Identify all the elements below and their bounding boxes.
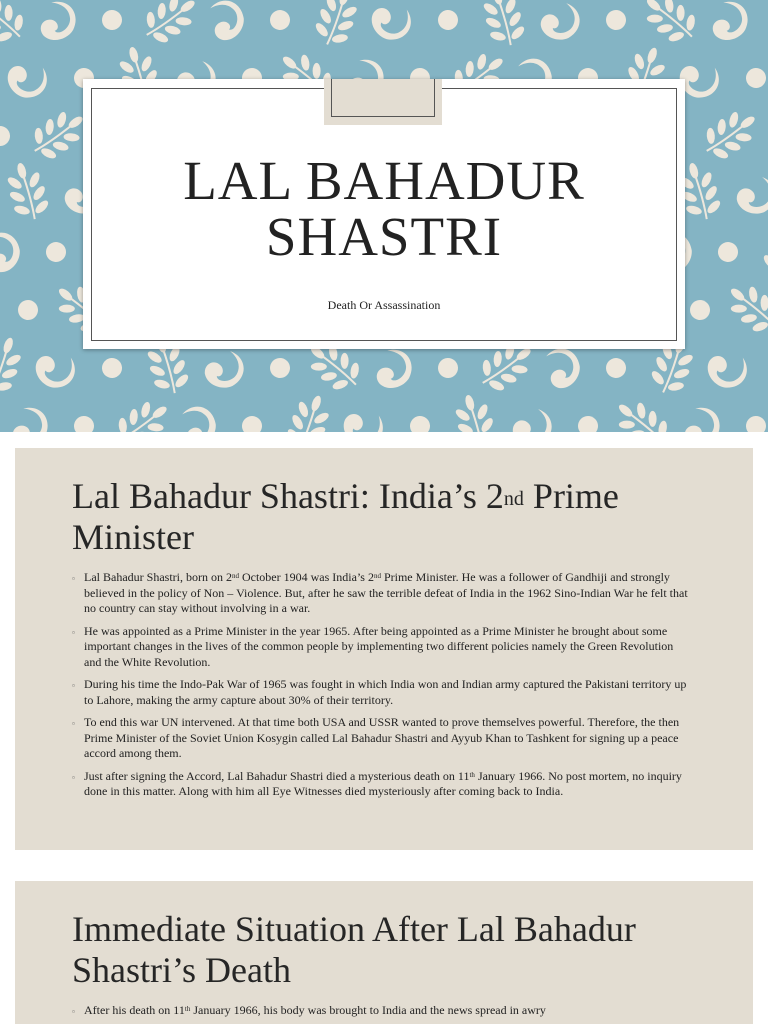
bullet-icon: ▫ <box>72 719 75 728</box>
bullet-icon: ▫ <box>72 772 75 782</box>
slide-heading: Lal Bahadur Shastri: India’s 2nd Prime Minister <box>72 476 619 557</box>
bullet-icon: ▫ <box>72 627 75 637</box>
list-item: ▫ After his death on 11th January 1966, his body was brought to India and the news spread in awry <box>72 1003 692 1019</box>
list-item: ▫ To end this war UN intervened. At that time both USA and USSR wanted to prove themselves powerful. Therefore, the then Prime Minister of the Soviet Union Kosygin called Lal Bahadur Shastri and Ayyub Khan to Tashkent for signing up a peace accord among them. <box>72 715 680 760</box>
bullet-list <box>72 1003 692 1024</box>
title-slide <box>0 0 768 432</box>
list-item: ▫ He was appointed as a Prime Minister in the year 1965. After being appointed as a Prime Minister he brought about some important changes in the lives of the common people by implementing two different policies namely the Green Revolution and the White Revolution. <box>72 623 674 669</box>
presentation-subtitle: Death Or Assassination <box>327 298 441 312</box>
title-line-1: LAL BAHADUR <box>183 150 585 211</box>
bullet-icon: ▫ <box>72 574 75 583</box>
title-card <box>83 79 685 349</box>
presentation-title <box>83 150 685 267</box>
bullet-icon: ▫ <box>72 1007 75 1016</box>
title-card-tab <box>324 79 442 125</box>
list-item: ▫ Just after signing the Accord, Lal Bahadur Shastri died a mysterious death on 11th January 1966. No post mortem, no inquiry done in this matter. Along with him all Eye Witnesses died mysteriously after coming back to India. <box>72 768 682 798</box>
bullet-list <box>72 570 692 807</box>
list-item: ▫ Lal Bahadur Shastri, born on 2nd October 1904 was India’s 2nd Prime Minister. He was a follower of Gandhiji and strongly believed in the policy of Non – Violence. But, after he saw the terrible defeat of India in the 1962 Sino-Indian War he felt that no country can stay without involving in a war. <box>72 570 688 615</box>
title-line-2: SHASTRI <box>265 206 503 267</box>
bullet-icon: ▫ <box>72 681 75 690</box>
slide-prime-minister <box>15 448 753 850</box>
slide-after-death <box>15 881 753 1024</box>
slide-heading: Immediate Situation After Lal Bahadur Shastri’s Death <box>72 909 636 990</box>
list-item: ▫ During his time the Indo-Pak War of 1965 was fought in which India won and Indian army captured the Pakistani territory up to Lahore, making the army capture about 30% of their territory. <box>72 677 687 707</box>
